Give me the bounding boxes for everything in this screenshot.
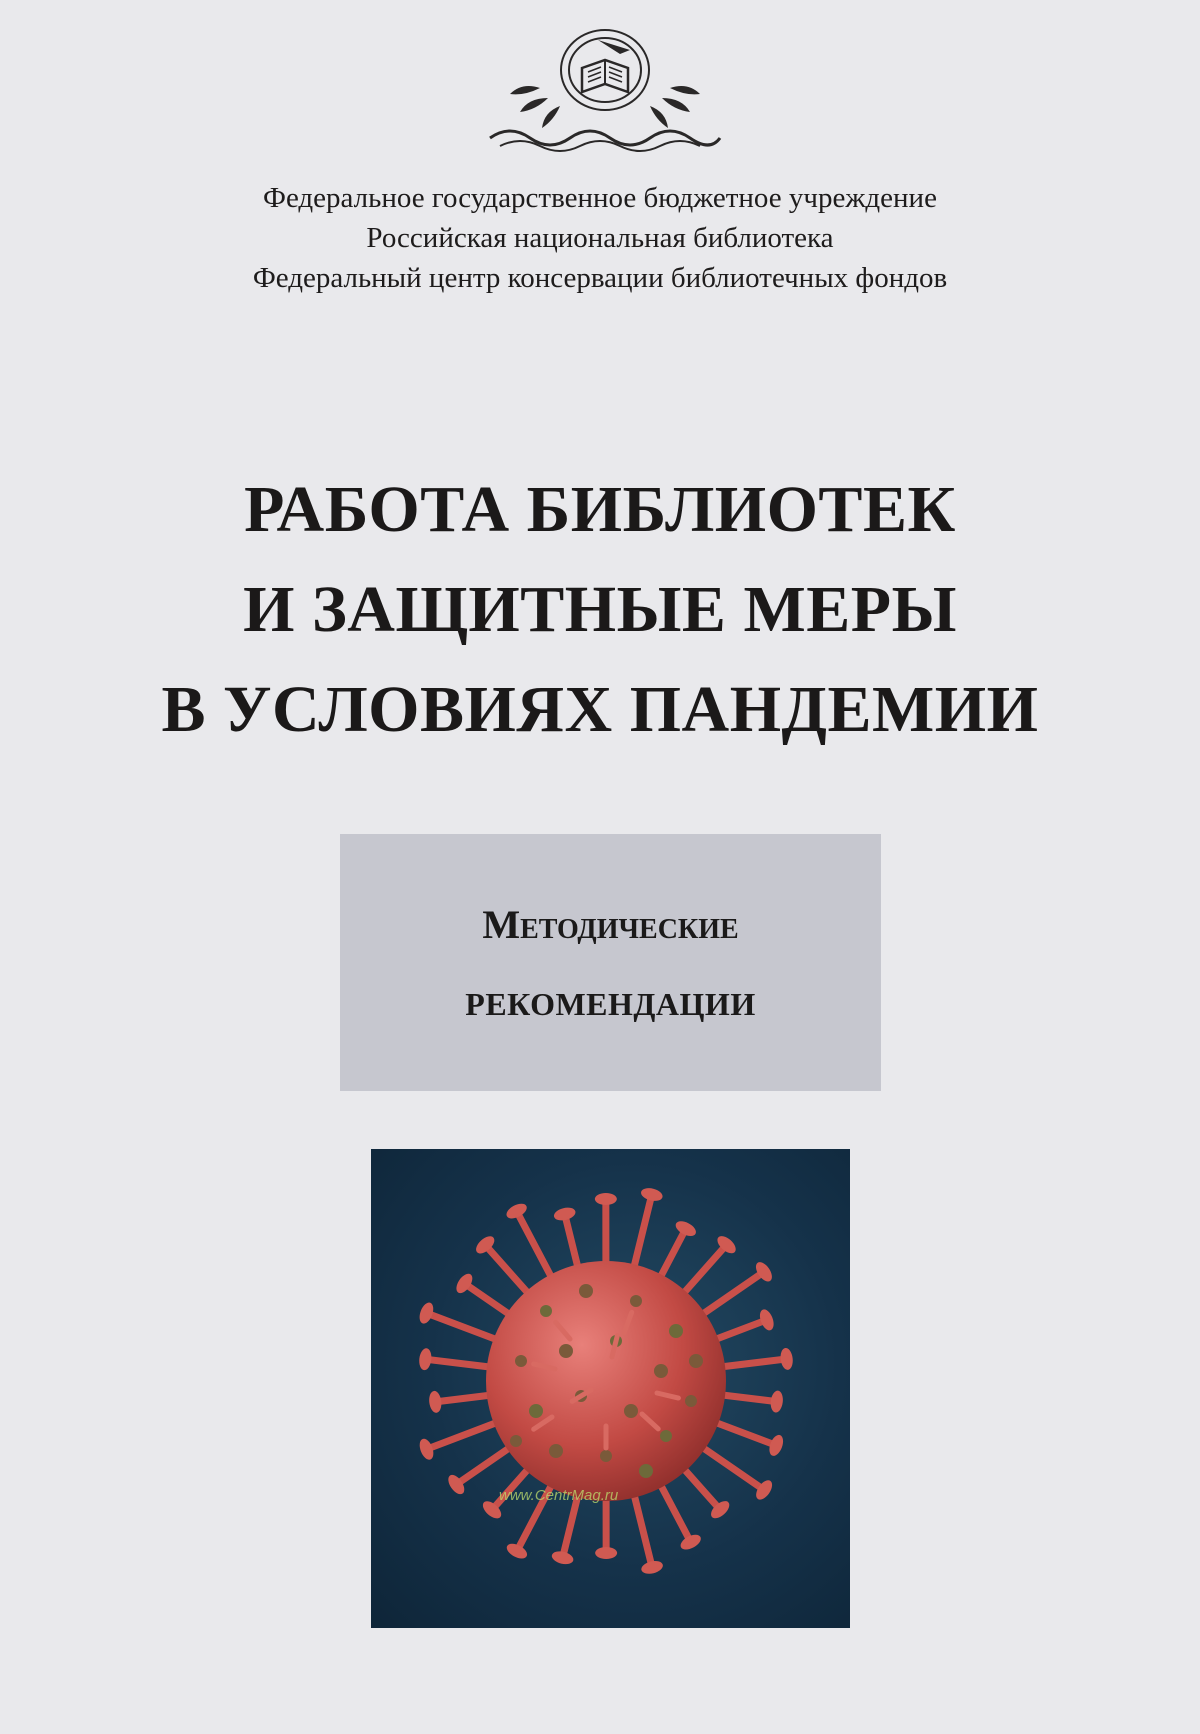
virus-spike-cap xyxy=(779,1347,794,1370)
publisher-block xyxy=(100,178,1100,298)
virus-spike xyxy=(698,1445,764,1490)
subtitle-box xyxy=(340,834,881,1091)
virus-particle xyxy=(639,1464,653,1478)
virus-spike xyxy=(633,1195,652,1273)
book-title xyxy=(60,460,1140,760)
virus-spike xyxy=(517,1211,554,1282)
virus-spike xyxy=(464,1283,513,1317)
virus-spike xyxy=(680,1245,726,1297)
virus-spike xyxy=(717,1359,786,1367)
virus-particle xyxy=(529,1404,543,1418)
virus-spike xyxy=(426,1313,501,1341)
virus-particle xyxy=(624,1404,638,1418)
virus-spike-cap xyxy=(769,1390,784,1413)
virus-spike xyxy=(717,1394,777,1401)
virus-particle xyxy=(559,1344,573,1358)
library-emblem-icon xyxy=(470,20,740,155)
virus-particle xyxy=(540,1305,552,1317)
virus-spike-cap xyxy=(640,1559,664,1576)
virus-body xyxy=(486,1261,726,1501)
virus-spike xyxy=(435,1395,495,1402)
virus-spike-cap xyxy=(428,1390,443,1413)
subtitle-line-1: Методические xyxy=(482,902,739,947)
virus-spike-cap xyxy=(553,1206,577,1223)
virus-spike xyxy=(698,1272,764,1317)
virus-particle xyxy=(630,1295,642,1307)
title-line-1: РАБОТА БИБЛИОТЕК xyxy=(244,473,956,546)
virus-particle xyxy=(669,1324,683,1338)
virus-spike xyxy=(427,1421,502,1449)
virus-spike-cap xyxy=(595,1193,617,1205)
virus-spike xyxy=(711,1320,767,1341)
title-line-2: И ЗАЩИТНЫЕ МЕРЫ xyxy=(243,573,957,646)
virus-spike xyxy=(485,1245,531,1297)
virus-spike-cap xyxy=(595,1547,617,1559)
virus-particle xyxy=(549,1444,563,1458)
virus-particle xyxy=(660,1430,672,1442)
virus-spike xyxy=(658,1480,691,1542)
publisher-line-2: Российская национальная библиотека xyxy=(366,222,834,254)
virus-spike xyxy=(658,1229,686,1282)
publisher-line-3: Федеральный центр консервации библиотечных фондов xyxy=(252,262,948,294)
virus-spike-cap xyxy=(550,1549,574,1566)
virus-particle xyxy=(579,1284,593,1298)
virus-spike xyxy=(680,1465,720,1510)
virus-spike xyxy=(711,1421,776,1446)
virus-particle xyxy=(689,1354,703,1368)
virus-spike xyxy=(633,1490,652,1568)
publisher-line-1: Федеральное государственное бюджетное учреждение xyxy=(263,182,937,214)
virus-particle xyxy=(515,1355,527,1367)
virus-particle xyxy=(510,1435,522,1447)
coronavirus-image xyxy=(371,1149,850,1628)
coronavirus-illustration-icon xyxy=(371,1149,850,1628)
virus-spike xyxy=(565,1214,579,1272)
virus-particle xyxy=(654,1364,668,1378)
virus-particle xyxy=(600,1450,612,1462)
virus-spike xyxy=(425,1359,494,1367)
virus-spike-cap xyxy=(640,1186,664,1203)
virus-spike xyxy=(456,1445,514,1485)
virus-particle xyxy=(685,1395,697,1407)
watermark: www.CentrMag.ru xyxy=(499,1487,619,1504)
title-line-3: В УСЛОВИЯХ ПАНДЕМИИ xyxy=(161,673,1039,746)
virus-spike-cap xyxy=(418,1348,433,1371)
subtitle-line-2: РЕКОМЕНДАЦИИ xyxy=(465,986,756,1022)
